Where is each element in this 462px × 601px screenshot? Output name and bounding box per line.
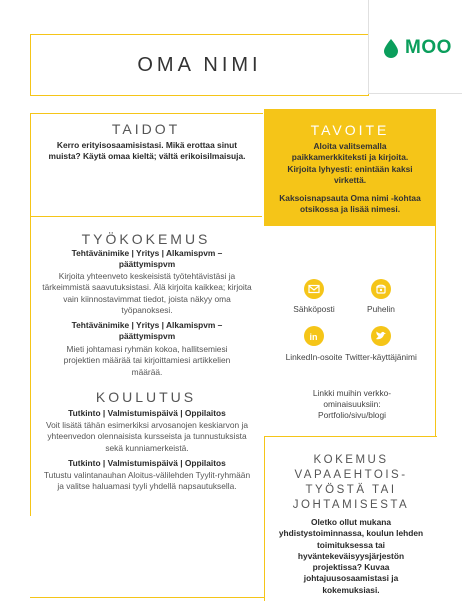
education-title[interactable]: Tutkinto | Valmistumispäivä | Oppilaitos bbox=[68, 408, 226, 418]
goal-box bbox=[264, 109, 436, 226]
email-icon bbox=[304, 279, 324, 299]
job-title[interactable]: Tehtävänimike | Yritys | Alkamispvm – päättymispvm bbox=[71, 320, 223, 342]
linkedin-icon bbox=[304, 326, 324, 346]
phone-icon bbox=[371, 279, 391, 299]
phone-label[interactable]: Puhelin bbox=[367, 304, 395, 314]
job-title[interactable]: Tehtävänimike | Yritys | Alkamispvm – päättymispvm bbox=[71, 248, 223, 270]
job-description[interactable]: Kirjoita yhteenveto keskeisistä työtehtävistäsi ja tärkeimmistä saavutuksistasi. Älä kirjoita kaikkea; kirjoita vain kiinnostavimmat tiedot, joista näkyy oma työpanoksesi. bbox=[42, 271, 252, 315]
other-links[interactable]: Linkki muihin verkko-ominaisuuksiin: Portfolio/sivu/blogi bbox=[312, 388, 392, 420]
volunteer-frame bbox=[264, 436, 437, 601]
goal-text[interactable]: Aloita valitsemalla paikkamerkkiteksti ja kirjoita. Kirjoita lyhyesti: enintään kaksi virkettä. bbox=[287, 141, 413, 185]
email-label[interactable]: Sähköposti bbox=[293, 304, 335, 314]
goal-text-name-hint[interactable]: Kaksoisnapsauta Oma nimi -kohtaa otsikossa ja lisää nimesi. bbox=[279, 193, 421, 215]
education-description[interactable]: Voit lisätä tähän esimerkiksi arvosanojen keskiarvon ja yhteenvedon olennaisista kursseista ja tunnustuksista sekä kunniamerkeistä. bbox=[45, 420, 249, 453]
divider bbox=[30, 597, 264, 598]
drop-icon bbox=[381, 38, 401, 58]
job-description[interactable]: Mieti johtamasi ryhmän kokoa, hallitsemiesi projektien määrää tai kirjoittamiesi artikkelien määrää. bbox=[63, 344, 231, 377]
twitter-icon bbox=[371, 326, 391, 346]
logo-text: MOO bbox=[405, 37, 452, 58]
page-title[interactable]: OMA NIMI bbox=[137, 54, 262, 76]
name-header bbox=[30, 34, 369, 96]
goal-heading: TAVOITE bbox=[310, 122, 390, 138]
twitter-label[interactable]: Twitter-käyttäjänimi bbox=[345, 352, 417, 362]
skills-heading: TAIDOT bbox=[111, 121, 181, 137]
svg-text:in: in bbox=[309, 332, 318, 342]
work-heading: TYÖKOKEMUS bbox=[81, 231, 211, 247]
divider bbox=[435, 226, 436, 436]
volunteer-heading: KOKEMUS VAPAAEHTOIS- TYÖSTÄ TAI JOHTAMISESTA bbox=[292, 454, 410, 511]
education-title[interactable]: Tutkinto | Valmistumispäivä | Oppilaitos bbox=[68, 458, 226, 468]
brand-logo bbox=[368, 0, 462, 94]
linkedin-label[interactable]: LinkedIn-osoite bbox=[285, 352, 343, 362]
education-heading: KOULUTUS bbox=[95, 389, 197, 405]
volunteer-text[interactable]: Oletko ollut mukana yhdistystoiminnassa, koulun lehden toimituksessa tai hyväntekeväisyysjärjestön projektissa? Kuvaa johtajuusosaamistasi ja kokemuksiasi. bbox=[278, 517, 424, 595]
skills-text[interactable]: Kerro erityisosaamisistasi. Mikä erottaa sinut muista? Käytä omaa kieltä; vältä erikoisilmaisuja. bbox=[48, 140, 246, 162]
education-description[interactable]: Tutustu valintanauhan Aloitus-välilehden Tyylit-ryhmään ja valitse haluamasi tyyli yhdellä napsautuksella. bbox=[43, 470, 251, 492]
